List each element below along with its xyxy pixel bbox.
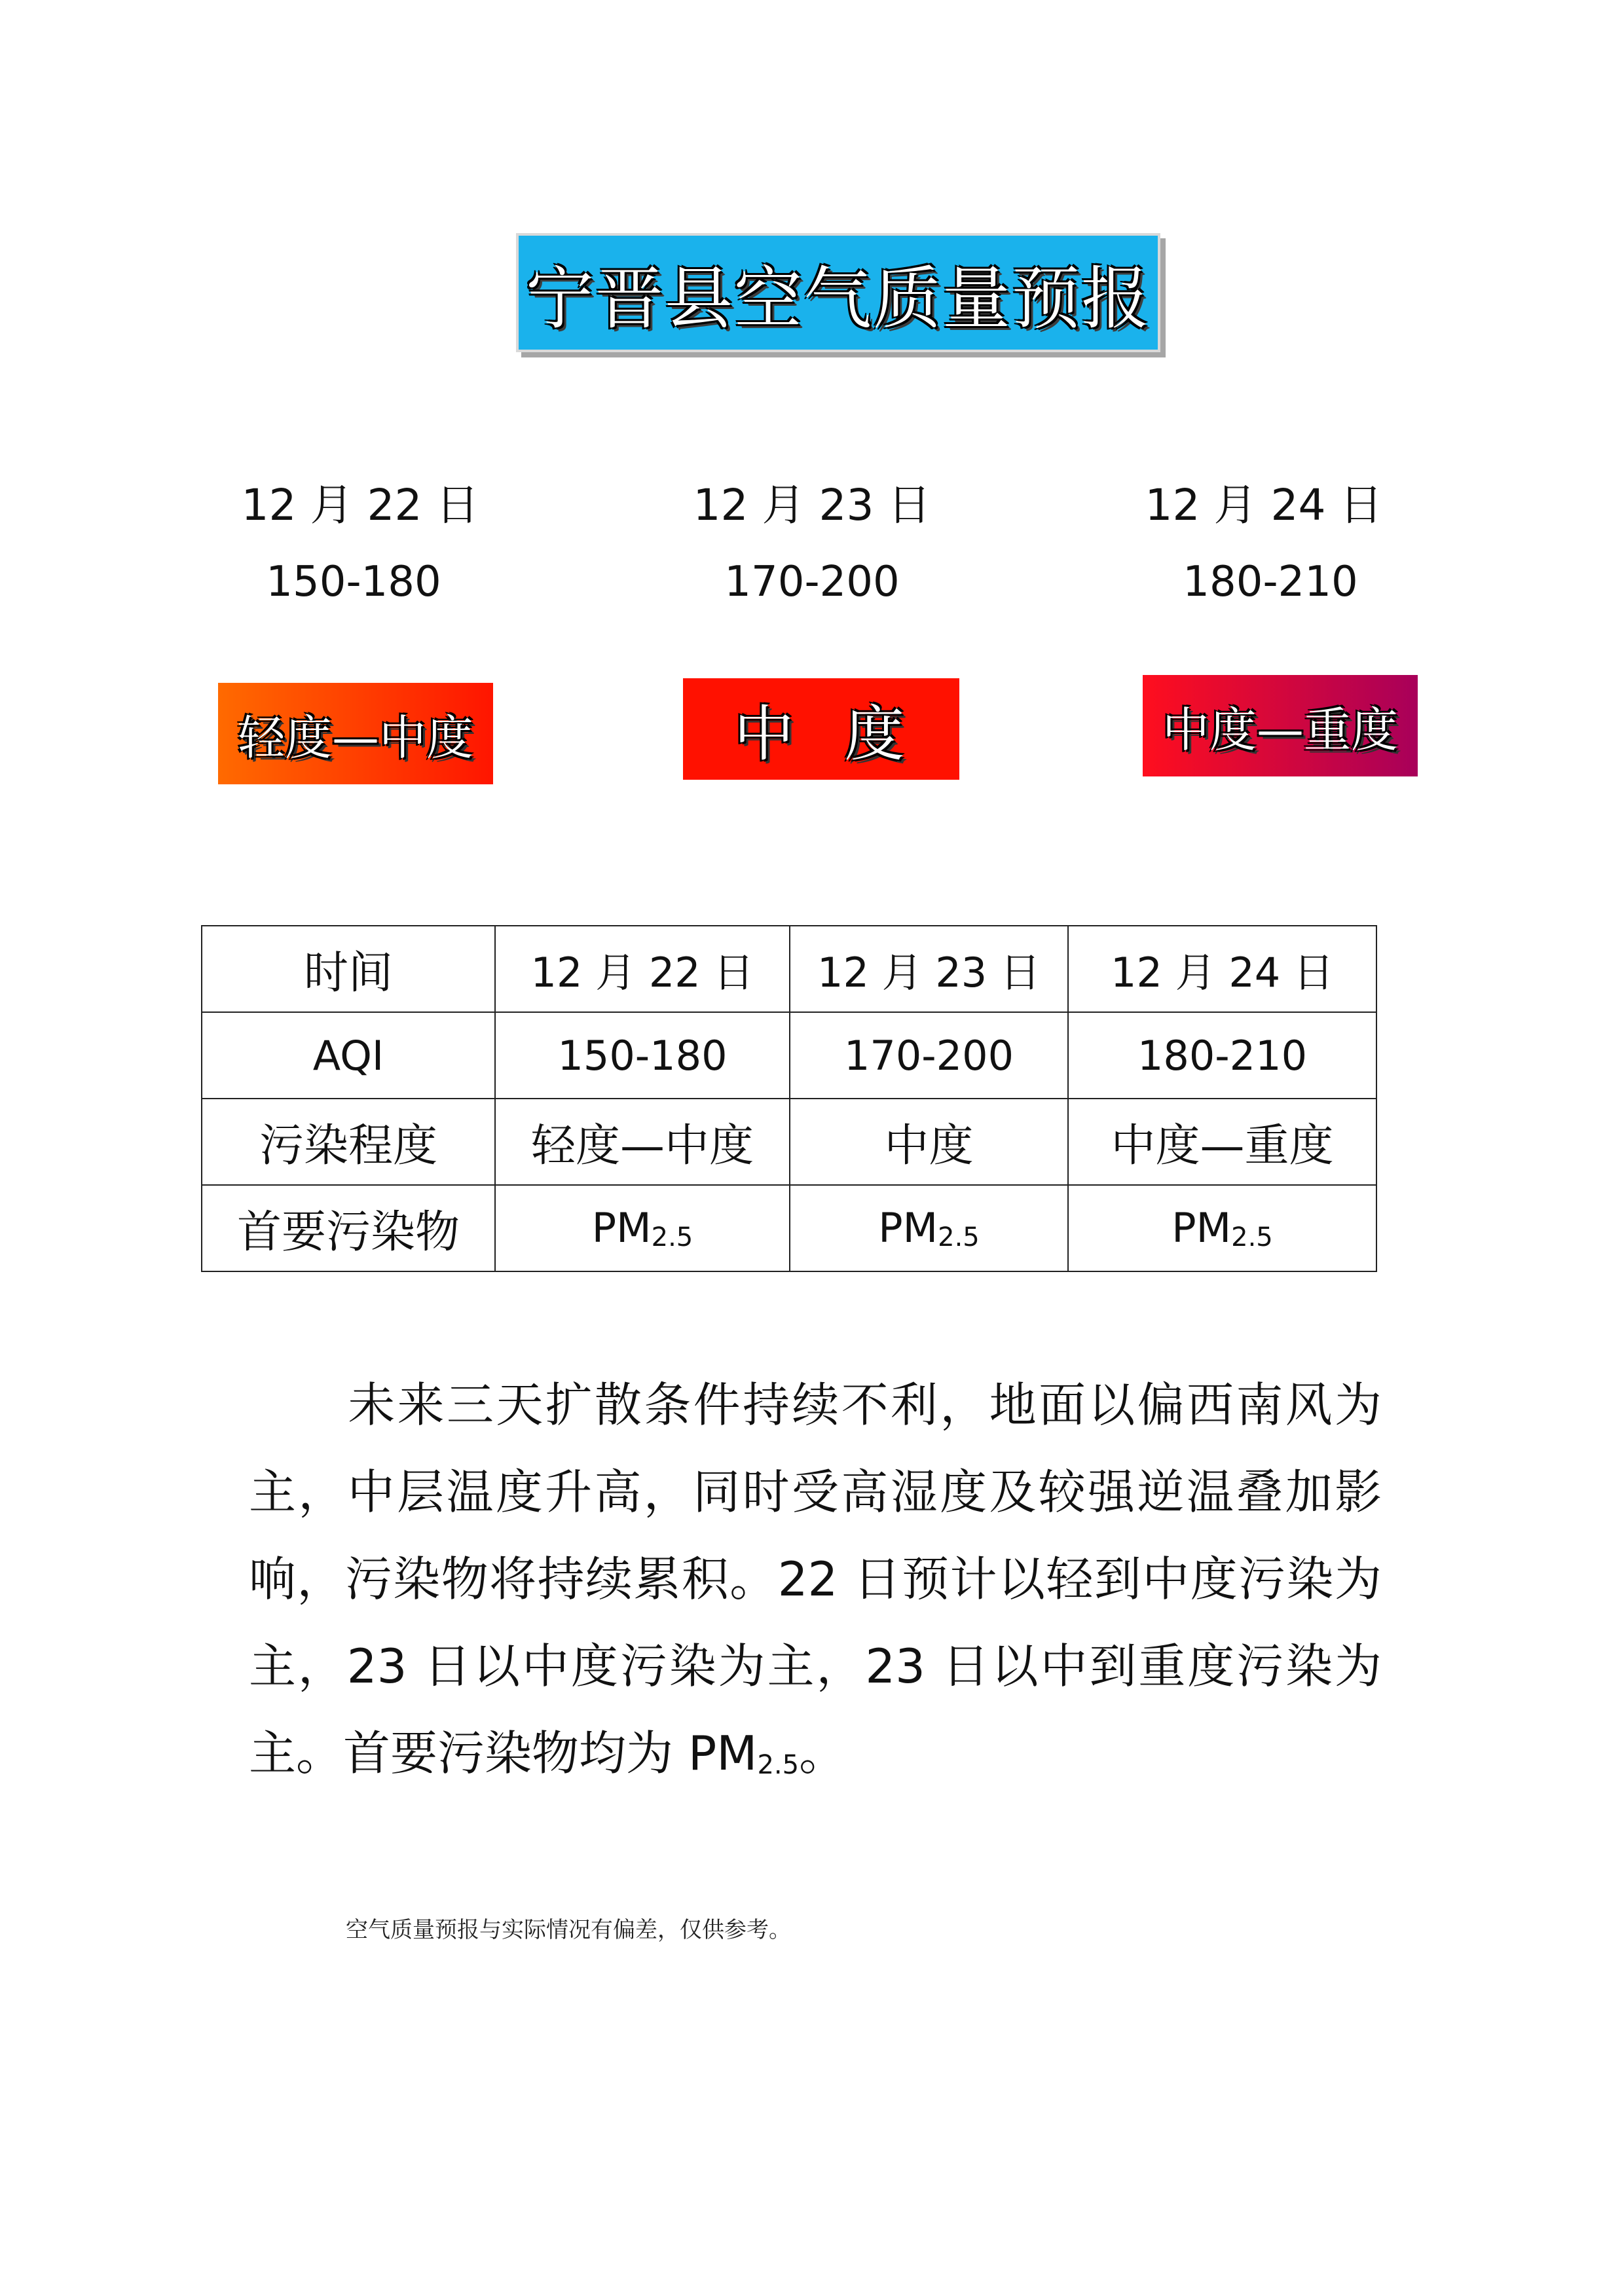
pollutant-main: PM [878, 1204, 938, 1252]
day3-aqi: 180-210 [1183, 558, 1358, 606]
table-cell: 首要污染物 [202, 1185, 495, 1271]
day1-level-badge: 轻度—中度 [218, 683, 493, 784]
day2-date: 12 月 23 日 [693, 480, 931, 530]
table-cell-pollutant [495, 1185, 790, 1271]
disclaimer-note: 空气质量预报与实际情况有偏差，仅供参考。 [346, 1917, 791, 1943]
forecast-paragraph [249, 1362, 1382, 1809]
day1-date: 12 月 22 日 [241, 480, 479, 530]
table-cell: 12 月 23 日 [790, 926, 1068, 1012]
paragraph-end: 。 [799, 1726, 847, 1781]
title-banner [516, 233, 1160, 352]
table-header-row [202, 926, 1376, 1012]
table-cell: 轻度—中度 [495, 1099, 790, 1185]
paragraph-text: 未来三天扩散条件持续不利，地面以偏西南风为主，中层温度升高，同时受高湿度及较强逆温叠加影响，污染物将持续累积。22 日预计以轻到中度污染为主，23 日以中度污染为主，23 日以中到重度污染为主。首要污染物均为 [249, 1377, 1382, 1781]
table-cell: 12 月 22 日 [495, 926, 790, 1012]
table-row [202, 1185, 1376, 1271]
pollutant-main: PM [1172, 1204, 1232, 1252]
table-cell: 12 月 24 日 [1068, 926, 1376, 1012]
page-title: 宁晋县空气质量预报 [525, 259, 1151, 338]
paragraph-pm: PM [688, 1726, 758, 1781]
table-cell: AQI [202, 1012, 495, 1099]
day1-aqi: 150-180 [266, 558, 441, 606]
day2-aqi: 170-200 [724, 558, 900, 606]
day3-date: 12 月 24 日 [1145, 480, 1383, 530]
table-cell: 时间 [202, 926, 495, 1012]
pollutant-sub: 2.5 [651, 1222, 693, 1252]
paragraph-pm-sub: 2.5 [757, 1750, 800, 1780]
day3-level-badge: 中度—重度 [1143, 675, 1418, 776]
pollutant-main: PM [591, 1204, 652, 1252]
forecast-table [201, 925, 1377, 1272]
table-cell: 中度—重度 [1068, 1099, 1376, 1185]
table-cell: 中度 [790, 1099, 1068, 1185]
table-cell: 150-180 [495, 1012, 790, 1099]
table-row [202, 1099, 1376, 1185]
pollutant-sub: 2.5 [938, 1222, 980, 1252]
day2-level-badge: 中 度 [683, 678, 959, 780]
table-cell: 170-200 [790, 1012, 1068, 1099]
pollutant-sub: 2.5 [1231, 1222, 1273, 1252]
table-cell-pollutant [1068, 1185, 1376, 1271]
table-row [202, 1012, 1376, 1099]
table-cell: 180-210 [1068, 1012, 1376, 1099]
table-cell: 污染程度 [202, 1099, 495, 1185]
table-cell-pollutant [790, 1185, 1068, 1271]
